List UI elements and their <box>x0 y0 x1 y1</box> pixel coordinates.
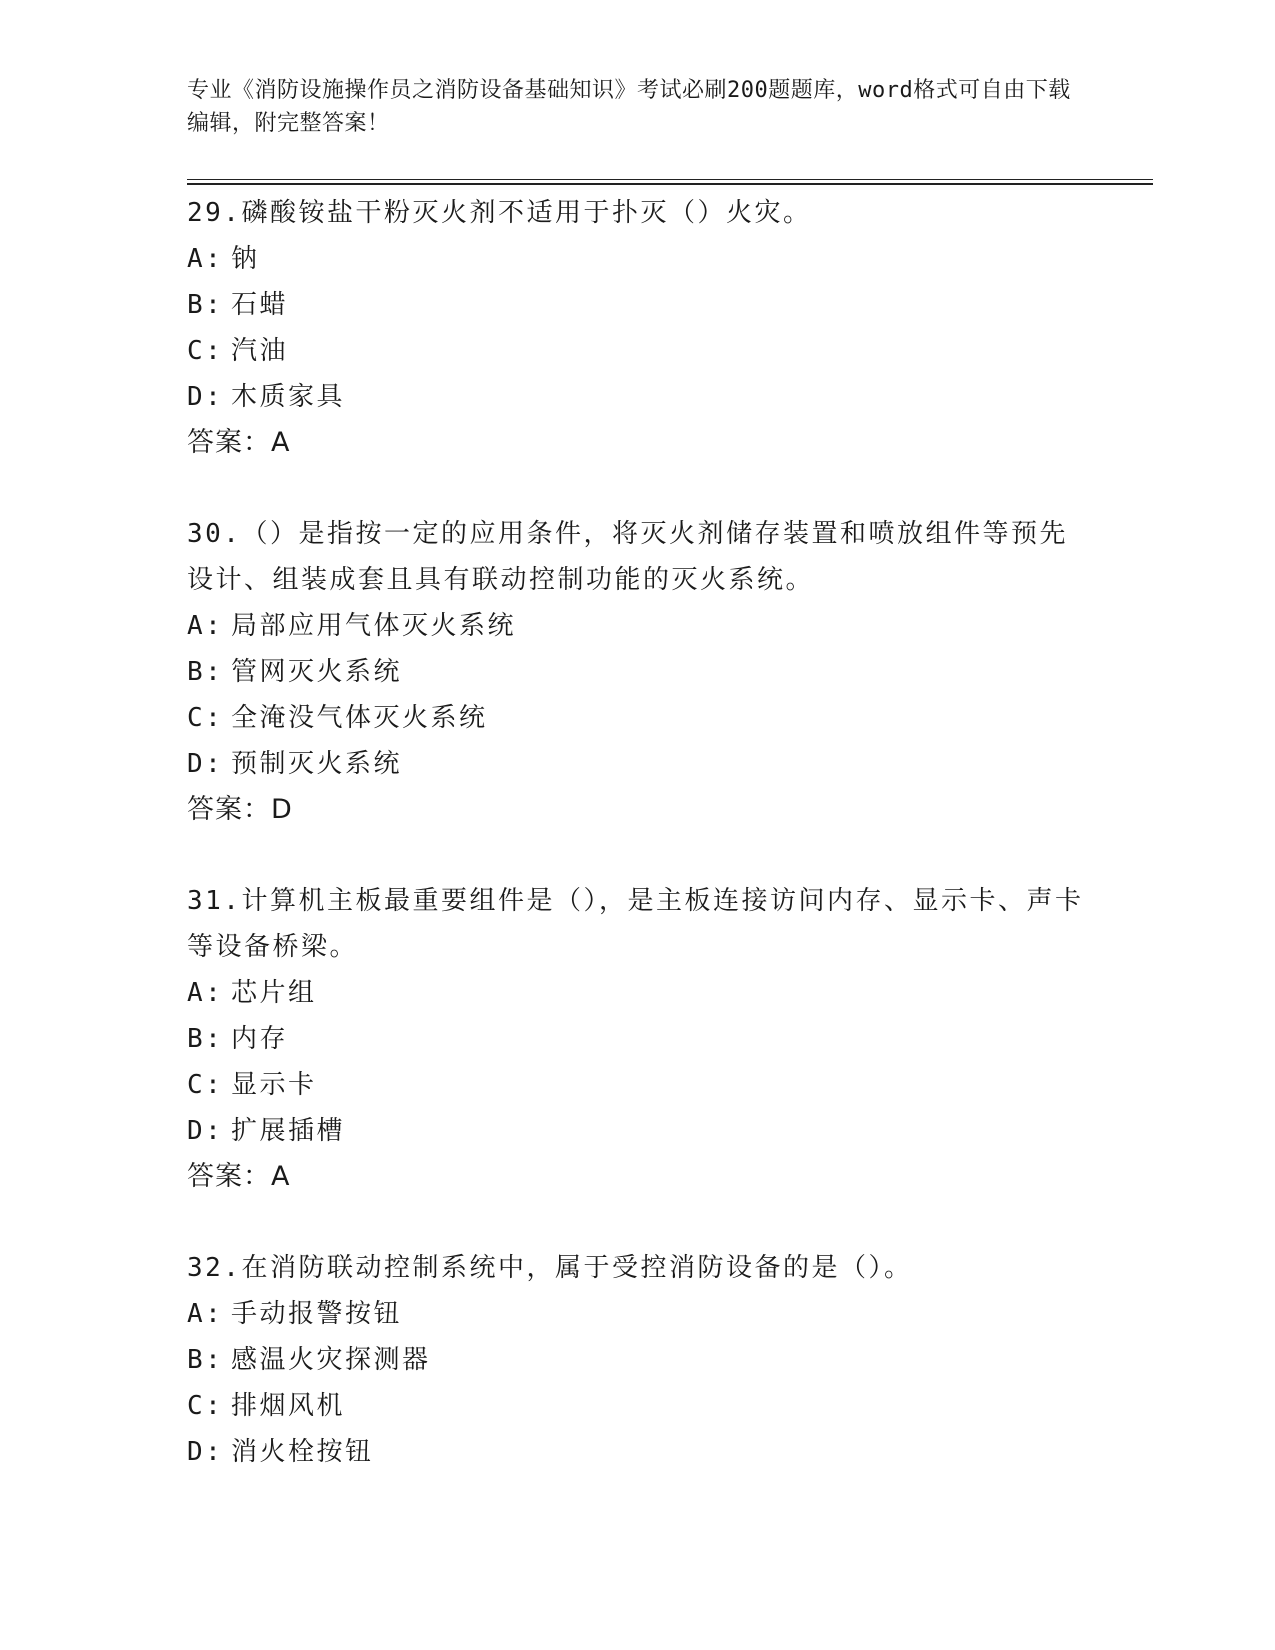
option-letter: B: <box>187 657 224 687</box>
option-letter: D: <box>187 1116 224 1146</box>
answer-line: 答案：D <box>187 794 293 825</box>
option-text: 木质家具 <box>231 382 346 412</box>
option-letter: B: <box>187 1024 224 1054</box>
question-stem: 32.在消防联动控制系统中，属于受控消防设备的是（）。 <box>187 1253 913 1283</box>
option-d <box>187 741 1087 787</box>
option-b <box>187 1016 1087 1062</box>
option-letter: C: <box>187 703 224 733</box>
option-text: 全淹没气体灭火系统 <box>231 703 488 733</box>
option-letter: D: <box>187 749 224 779</box>
option-text: 汽油 <box>231 336 289 366</box>
option-c <box>187 328 1087 374</box>
option-c <box>187 695 1087 741</box>
option-text: 石蜡 <box>231 290 289 320</box>
option-a <box>187 970 1087 1016</box>
option-b <box>187 282 1087 328</box>
option-d <box>187 1108 1087 1154</box>
option-text: 内存 <box>231 1024 289 1054</box>
option-letter: A: <box>187 978 224 1008</box>
option-d <box>187 1429 1087 1475</box>
question-list <box>187 190 1087 1475</box>
option-letter: D: <box>187 1437 224 1467</box>
option-text: 管网灭火系统 <box>231 657 403 687</box>
option-c <box>187 1383 1087 1429</box>
option-letter: B: <box>187 290 224 320</box>
option-a <box>187 603 1087 649</box>
question-stem: 29.磷酸铵盐干粉灭火剂不适用于扑灭（）火灾。 <box>187 198 812 228</box>
question-stem: 31.计算机主板最重要组件是（），是主板连接访问内存、显示卡、声卡等设备桥梁。 <box>187 886 1084 962</box>
question-32 <box>187 1245 1087 1475</box>
option-letter: A: <box>187 611 224 641</box>
option-letter: A: <box>187 1299 224 1329</box>
option-a <box>187 236 1087 282</box>
option-text: 排烟风机 <box>231 1391 346 1421</box>
option-text: 消火栓按钮 <box>231 1437 374 1467</box>
header-divider-thick <box>187 183 1153 185</box>
question-29 <box>187 190 1087 466</box>
option-text: 芯片组 <box>231 978 317 1008</box>
option-c <box>187 1062 1087 1108</box>
answer-line: 答案：A <box>187 1161 291 1192</box>
option-d <box>187 374 1087 420</box>
header-divider-thin <box>187 179 1153 180</box>
question-30 <box>187 511 1087 833</box>
option-text: 扩展插槽 <box>231 1116 346 1146</box>
option-text: 钠 <box>231 244 260 274</box>
option-text: 手动报警按钮 <box>231 1299 403 1329</box>
option-text: 预制灭火系统 <box>231 749 403 779</box>
option-letter: D: <box>187 382 224 412</box>
option-text: 显示卡 <box>231 1070 317 1100</box>
option-letter: A: <box>187 244 224 274</box>
question-31 <box>187 878 1087 1200</box>
option-a <box>187 1291 1087 1337</box>
answer-line: 答案：A <box>187 427 291 458</box>
option-letter: C: <box>187 1070 224 1100</box>
option-b <box>187 649 1087 695</box>
option-text: 感温火灾探测器 <box>231 1345 431 1375</box>
document-header: 专业《消防设施操作员之消防设备基础知识》考试必刷200题题库，word格式可自由下载编辑，附完整答案！ <box>187 78 1071 136</box>
question-stem: 30.（）是指按一定的应用条件，将灭火剂储存装置和喷放组件等预先设计、组装成套且具有联动控制功能的灭火系统。 <box>187 519 1068 595</box>
option-text: 局部应用气体灭火系统 <box>231 611 517 641</box>
option-letter: C: <box>187 1391 224 1421</box>
option-letter: B: <box>187 1345 224 1375</box>
option-b <box>187 1337 1087 1383</box>
option-letter: C: <box>187 336 224 366</box>
